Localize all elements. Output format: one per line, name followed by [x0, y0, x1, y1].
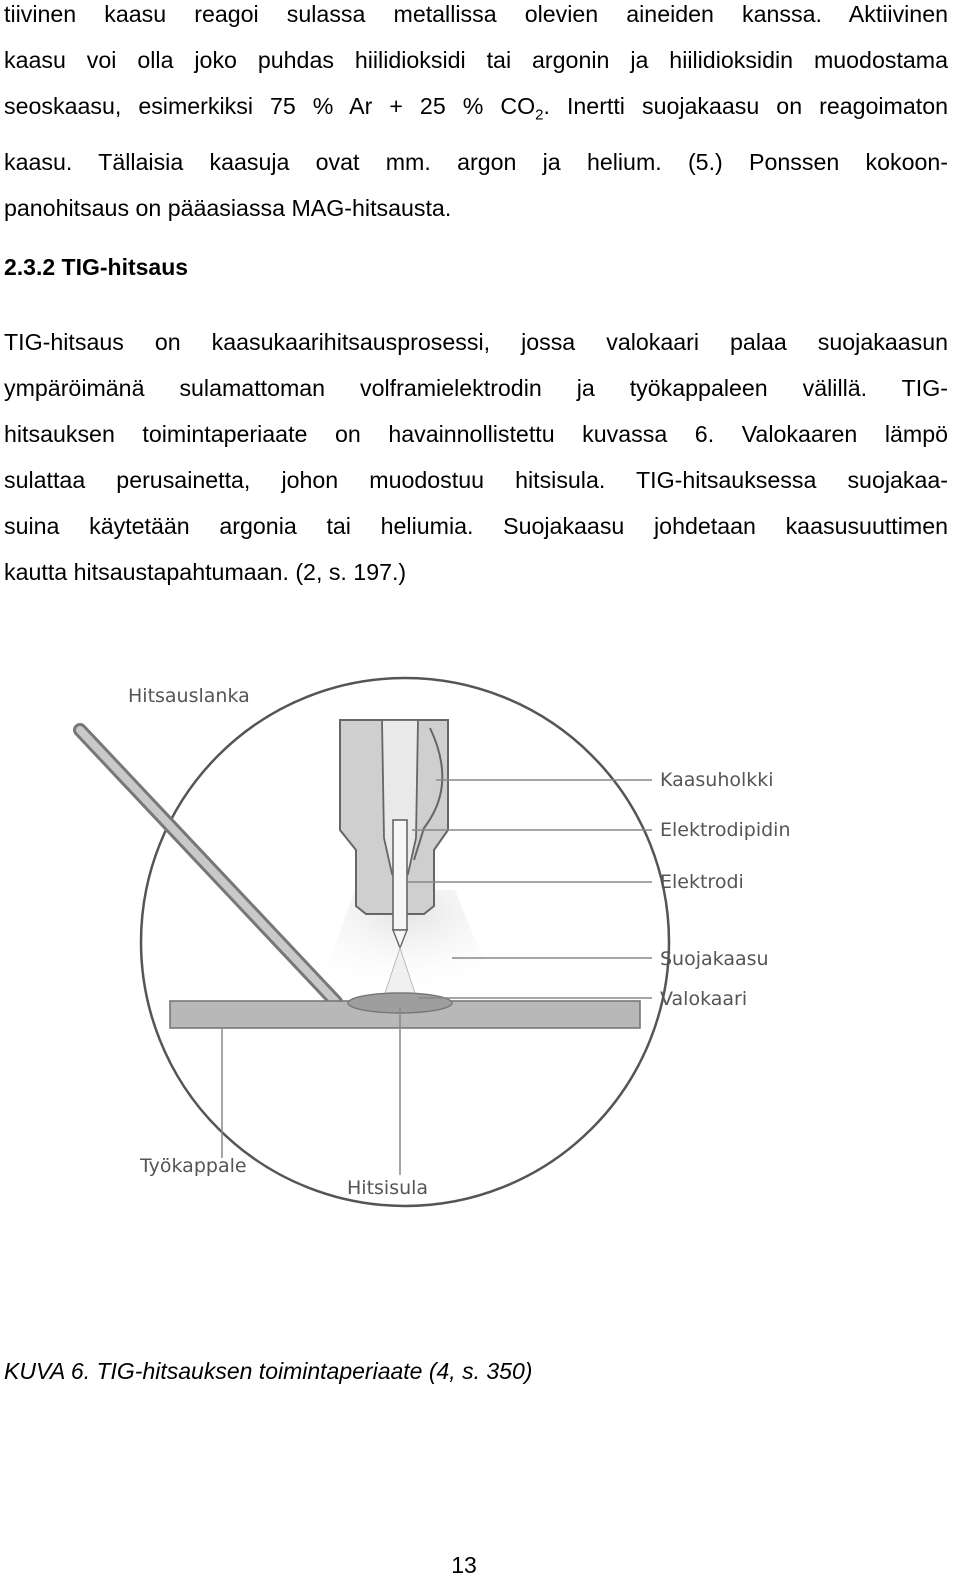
- label-shielding-gas: Suojakaasu: [660, 948, 769, 970]
- label-gas-cup: Kaasuholkki: [660, 769, 774, 791]
- text-line: ympäröimänä sulamattoman volframielektrodin ja työkappaleen välillä. TIG-: [4, 375, 948, 401]
- text-fragment: . Inertti suojakaasu on reagoimaton: [543, 93, 949, 119]
- label-electrode: Elektrodi: [660, 871, 744, 893]
- tig-welding-diagram: [0, 660, 960, 1220]
- text-line: hitsauksen toimintaperiaate on havainnollistettu kuvassa 6. Valokaaren lämpö: [4, 421, 948, 447]
- paragraph-tig-welding: [4, 319, 948, 595]
- figure-caption: KUVA 6. TIG-hitsauksen toimintaperiaate (4, s. 350): [4, 1358, 533, 1384]
- subscript: 2: [535, 106, 544, 124]
- electrode: [393, 820, 407, 930]
- text-line: [4, 83, 948, 139]
- text-line: kaasu. Tällaisia kaasuja ovat mm. argon ja helium. (5.) Ponssen kokoon-: [4, 148, 948, 175]
- text-line: suina käytetään argonia tai heliumia. Suojakaasu johdetaan kaasusuuttimen: [4, 513, 948, 539]
- text-line: kautta hitsaustapahtumaan. (2, s. 197.): [4, 559, 407, 585]
- text-line: kaasu voi olla joko puhdas hiilidioksidi tai argonin ja hiilidioksidin muodostama: [4, 47, 948, 73]
- label-workpiece: Työkappale: [140, 1155, 247, 1177]
- label-arc: Valokaari: [660, 988, 748, 1010]
- text-line: TIG-hitsaus on kaasukaarihitsausprosessi, jossa valokaari palaa suojakaasun: [4, 329, 948, 355]
- text-line: tiivinen kaasu reagoi sulassa metallissa olevien aineiden kanssa. Aktiivinen: [4, 1, 948, 27]
- paragraph-shielding-gas: [4, 0, 948, 231]
- section-heading: 2.3.2 TIG-hitsaus: [4, 254, 189, 280]
- label-electrode-holder: Elektrodipidin: [660, 819, 791, 841]
- text-fragment: seoskaasu, esimerkiksi 75 % Ar + 25 % CO: [4, 93, 536, 119]
- page-number: 13: [451, 1552, 477, 1578]
- filler-wire-highlight: [80, 730, 336, 1002]
- label-filler-wire: Hitsauslanka: [128, 685, 250, 707]
- text-line: panohitsaus on pääasiassa MAG-hitsausta.: [4, 194, 452, 221]
- text-line: sulattaa perusainetta, johon muodostuu hitsisula. TIG-hitsauksessa suojakaa-: [4, 467, 948, 493]
- label-weld-pool: Hitsisula: [347, 1177, 429, 1199]
